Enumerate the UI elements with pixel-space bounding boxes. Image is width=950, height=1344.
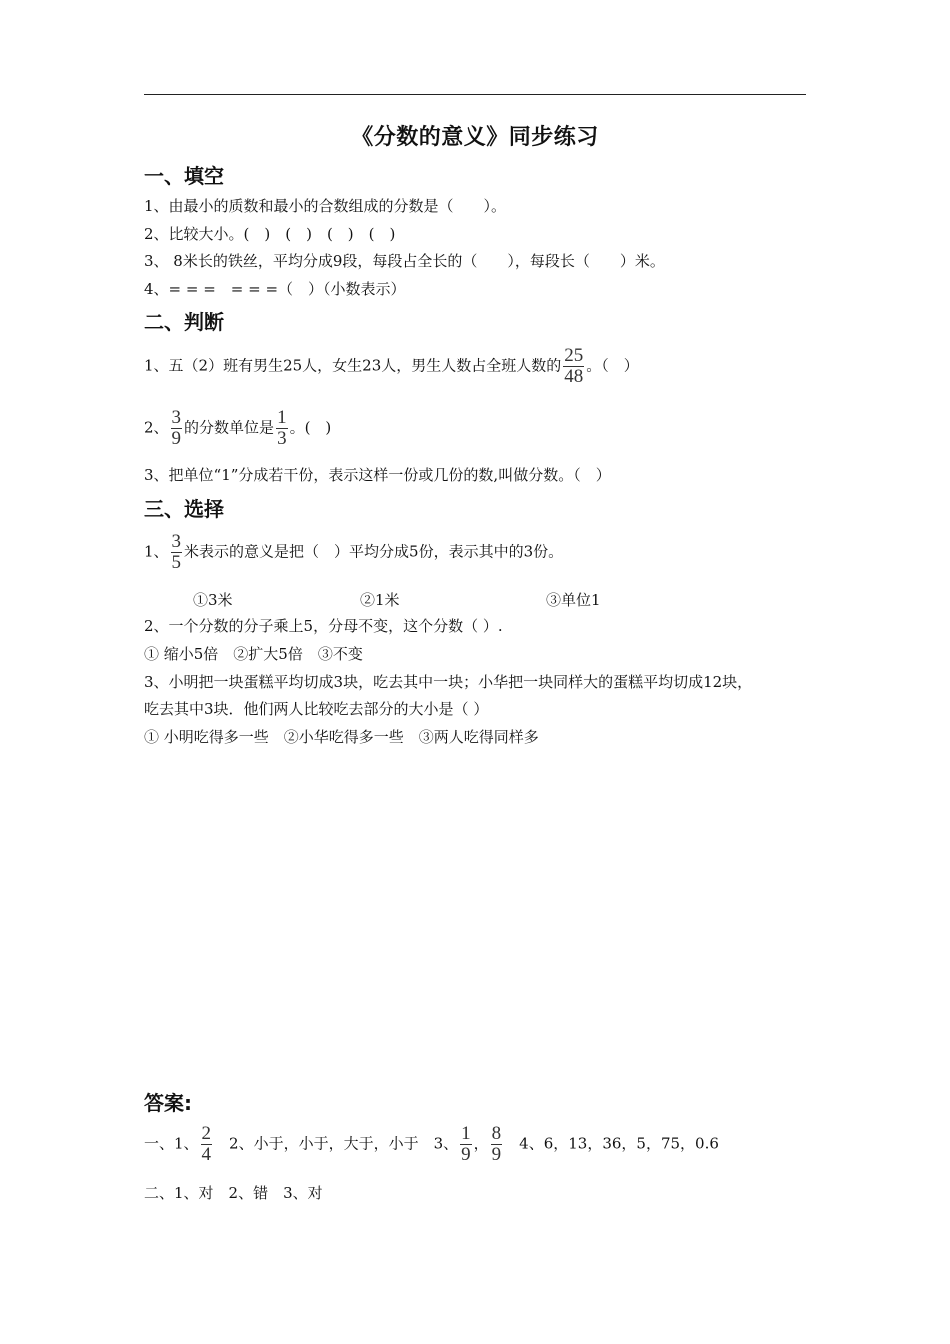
choice-question-3-line-1: 3、小明把一块蛋糕平均切成3块，吃去其中一块；小华把一块同样大的蛋糕平均切成12块，: [144, 673, 753, 691]
fill-question-1: 1、由最小的质数和最小的合数组成的分数是（ ）。: [144, 197, 507, 215]
page-title: 《分数的意义》同步练习: [351, 125, 599, 150]
fraction-denominator: 4: [201, 1144, 212, 1165]
fraction: [491, 1124, 503, 1165]
choice-q1-option-1: ①3米: [193, 591, 233, 609]
judge-q1-tail: 。（ ）: [586, 356, 639, 375]
fill-question-4: 4、= = = = = =（ ）（小数表示）: [144, 280, 406, 298]
fraction-numerator: 2: [201, 1123, 212, 1144]
fraction-denominator: 48: [564, 366, 584, 387]
fraction: [201, 1124, 213, 1165]
choice-q1-prefix: 1、: [144, 542, 169, 561]
answer-1-middle: 2、小于，小于，大于，小于 3、: [214, 1134, 459, 1153]
fraction-numerator: 1: [277, 407, 287, 428]
answer-1-prefix: 一、1、: [144, 1134, 199, 1153]
choice-question-3-line-2: 吃去其中3块．他们两人比较吃去部分的大小是（ ）: [144, 700, 489, 718]
fraction-numerator: 3: [171, 531, 182, 552]
section-judge-heading: 二、判断: [144, 310, 224, 334]
answer-1-tail: 4、6，13，36，5，75，0.6: [504, 1134, 719, 1153]
choice-q1-option-2: ②1米: [360, 591, 400, 609]
fraction-denominator: 3: [277, 428, 287, 449]
choice-q1-option-3: ③单位1: [546, 591, 601, 609]
judge-q1-text: 1、五（2）班有男生25人，女生23人，男生人数占全班人数的: [144, 356, 562, 375]
choice-question-1: [144, 532, 563, 573]
judge-question-2: [144, 408, 331, 449]
fraction: [563, 346, 584, 387]
fraction: [171, 532, 183, 573]
fraction-denominator: 5: [171, 552, 182, 573]
answer-1-comma: ，: [473, 1134, 489, 1153]
answers-line-1: [144, 1124, 719, 1165]
fraction-numerator: 8: [491, 1123, 502, 1144]
judge-q2-tail: 。( ): [289, 418, 332, 437]
answers-line-2: 二、1、对 2、错 3、对: [144, 1184, 323, 1202]
header-rule: [144, 94, 806, 95]
fraction: [460, 1124, 472, 1165]
fraction-numerator: 1: [461, 1123, 471, 1144]
fraction-numerator: 25: [564, 345, 584, 366]
fill-question-3: 3、 8米长的铁丝，平均分成9段，每段占全长的（ ），每段长（ ）米。: [144, 252, 665, 270]
judge-question-3: 3、把单位“1”分成若干份，表示这样一份或几份的数,叫做分数。（ ）: [144, 466, 611, 484]
fraction-denominator: 9: [171, 428, 182, 449]
choice-question-2: 2、一个分数的分子乘上5，分母不变，这个分数（ ）.: [144, 617, 503, 635]
fraction-numerator: 3: [171, 407, 182, 428]
judge-question-1: [144, 346, 639, 387]
section-fill-heading: 一、填空: [144, 164, 224, 188]
judge-q2-prefix: 2、: [144, 418, 169, 437]
fill-question-2: 2、比较大小。( ) ( ) ( ) ( ): [144, 225, 396, 243]
choice-q2-options: ① 缩小5倍 ②扩大5倍 ③不变: [144, 645, 363, 663]
fraction-denominator: 9: [461, 1144, 471, 1165]
fraction: [276, 408, 288, 449]
fraction: [171, 408, 183, 449]
answers-heading: 答案:: [144, 1091, 192, 1115]
judge-q2-mid: 的分数单位是: [184, 418, 275, 437]
choice-q1-text: 米表示的意义是把（ ）平均分成5份，表示其中的3份。: [184, 542, 564, 561]
fraction-denominator: 9: [491, 1144, 502, 1165]
choice-q3-options: ① 小明吃得多一些 ②小华吃得多一些 ③两人吃得同样多: [144, 728, 539, 746]
section-choice-heading: 三、选择: [144, 497, 224, 521]
